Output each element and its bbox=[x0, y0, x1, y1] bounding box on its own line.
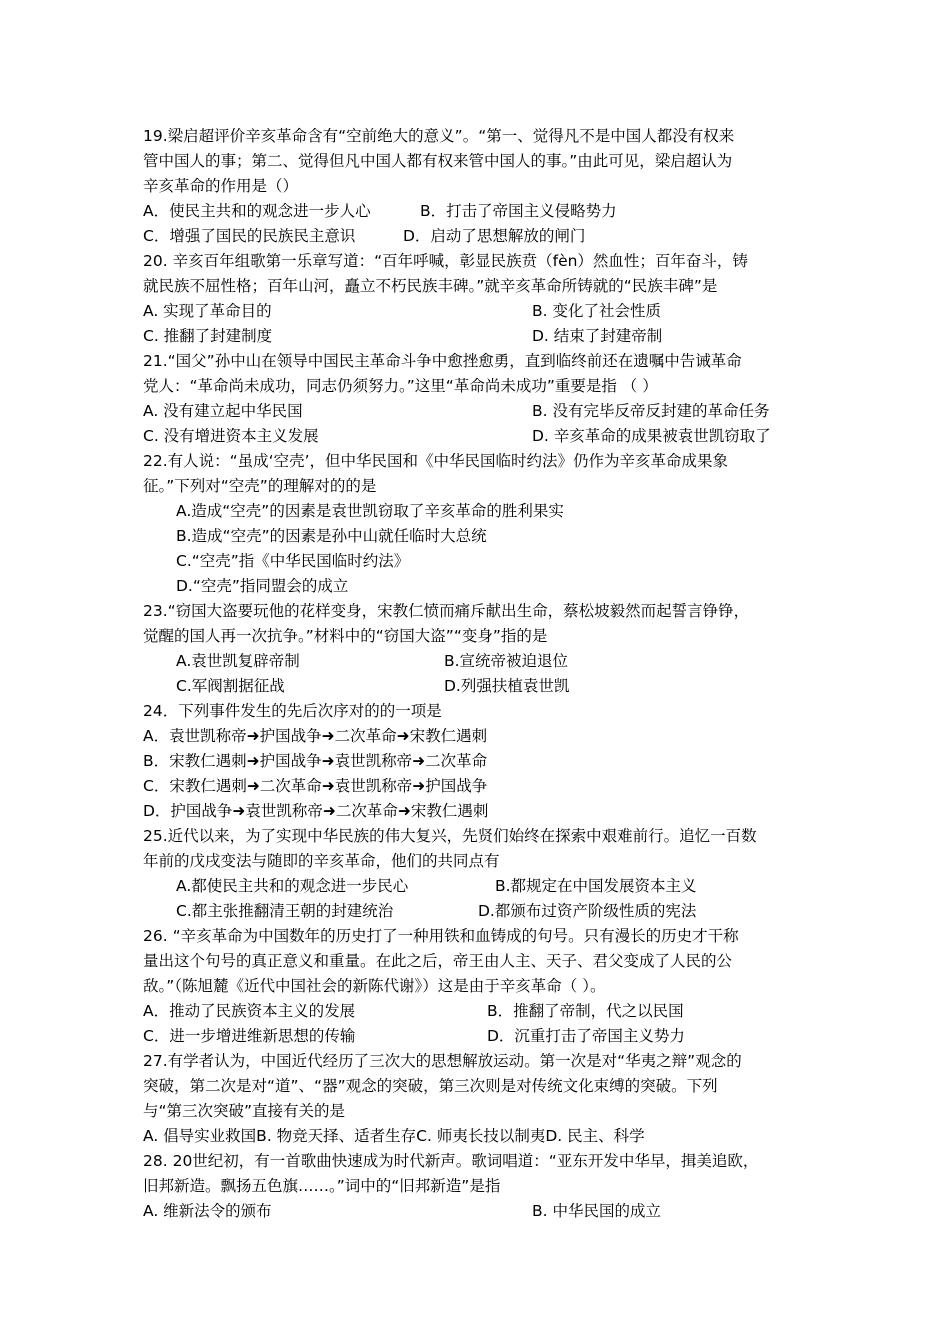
q24-option-d: D．护国战争➜袁世凯称帝➜二次革命➜宋教仁遇刺 bbox=[143, 802, 489, 820]
q19-option-b: B．打击了帝国主义侵略势力 bbox=[420, 202, 617, 220]
q25-stem-line-2: 年前的戊戌变法与随即的辛亥革命，他们的共同点有 bbox=[143, 852, 500, 870]
q24-option-a: A．袁世凯称帝➜护国战争➜二次革命➜宋教仁遇刺 bbox=[143, 727, 488, 745]
q19-option-c: C．增强了国民的民族民主意识 bbox=[143, 227, 356, 245]
q27-stem-line-2: 突破，第二次是对“道”、“器”观念的突破，第三次则是对传统文化束缚的突破。下列 bbox=[143, 1077, 718, 1095]
q24-option-b: B．宋教仁遇刺➜护国战争➜袁世凯称帝➜二次革命 bbox=[143, 752, 488, 770]
q19-stem-line-1: 19.梁启超评价辛亥革命含有“空前绝大的意义”。“第一、觉得凡不是中国人都没有权来 bbox=[143, 127, 735, 145]
q20-option-a: A. 实现了革命目的 bbox=[143, 302, 272, 320]
q20-option-c: C. 推翻了封建制度 bbox=[143, 327, 273, 345]
q20-option-b: B. 变化了社会性质 bbox=[532, 302, 661, 320]
q28-stem-line-2: 旧邦新造。飘扬五色旗……。”词中的“旧邦新造”是指 bbox=[143, 1177, 501, 1195]
q22-option-d: D.“空壳”指同盟会的成立 bbox=[176, 577, 349, 595]
q24-option-c: C．宋教仁遇刺➜二次革命➜袁世凯称帝➜护国战争 bbox=[143, 777, 488, 795]
q19-stem-line-2: 管中国人的事；第二、觉得但凡中国人都有权来管中国人的事。”由此可见，梁启超认为 bbox=[143, 152, 733, 170]
q21-option-c: C. 没有增进资本主义发展 bbox=[143, 427, 319, 445]
q28-stem-line-1: 28. 20世纪初，有一首歌曲快速成为时代新声。歌词唱道：“亚东开发中华早，揖美追欧， bbox=[143, 1152, 759, 1170]
q23-option-d: D.列强扶植袁世凯 bbox=[444, 677, 570, 695]
q22-stem-line-2: 征。”下列对“空壳”的理解对的的是 bbox=[143, 477, 377, 495]
q25-option-d: D.都颁布过资产阶级性质的宪法 bbox=[478, 902, 697, 920]
q22-option-b: B.造成“空壳”的因素是孙中山就任临时大总统 bbox=[176, 527, 487, 545]
q26-option-a: A．推动了民族资本主义的发展 bbox=[143, 1002, 356, 1020]
q21-option-a: A. 没有建立起中华民国 bbox=[143, 402, 303, 420]
q23-stem-line-1: 23.“窃国大盗要玩他的花样变身，宋教仁愤而痛斥献出生命，蔡松坡毅然而起誓言铮铮， bbox=[143, 602, 750, 620]
q19-option-a: A．使民主共和的观念进一步人心 bbox=[143, 202, 371, 220]
q21-option-d: D. 辛亥革命的成果被袁世凯窃取了 bbox=[532, 427, 771, 445]
q20-stem-line-1: 20. 辛亥百年组歌第一乐章写道：“百年呼喊，彰显民族贲（fèn）然血性；百年奋斗，铸 bbox=[143, 252, 748, 270]
q25-option-c: C.都主张推翻清王朝的封建统治 bbox=[176, 902, 394, 920]
q21-option-b: B. 没有完毕反帝反封建的革命任务 bbox=[532, 402, 770, 420]
q27-stem-line-3: 与“第三次突破”直接有关的是 bbox=[143, 1102, 346, 1120]
q23-option-c: C.军阀割据征战 bbox=[176, 677, 285, 695]
q23-option-b: B.宣统帝被迫退位 bbox=[444, 652, 569, 670]
q25-stem-line-1: 25.近代以来，为了实现中华民族的伟大复兴，先贤们始终在探索中艰难前行。追忆一百数 bbox=[143, 827, 757, 845]
q27-stem-line-1: 27.有学者认为，中国近代经历了三次大的思想解放运动。第一次是对“华夷之辩”观念的 bbox=[143, 1052, 742, 1070]
q25-option-a: A.都使民主共和的观念进一步民心 bbox=[176, 877, 409, 895]
q20-option-d: D. 结束了封建帝制 bbox=[532, 327, 663, 345]
q26-option-b: B．推翻了帝制，代之以民国 bbox=[487, 1002, 684, 1020]
q28-option-b: B. 中华民国的成立 bbox=[532, 1202, 661, 1220]
q25-option-b: B.都规定在中国发展资本主义 bbox=[495, 877, 697, 895]
q26-stem-line-2: 量出这个句号的真正意义和重量。在此之后，帝王由人主、天子、君父变成了人民的公 bbox=[143, 952, 733, 970]
q20-stem-line-2: 就民族不屈性格；百年山河，矗立不朽民族丰碑。”就辛亥革命所铸就的“民族丰碑”是 bbox=[143, 277, 718, 295]
q27-options: A. 倡导实业救国B. 物竞天择、适者生存C. 师夷长技以制夷D. 民主、科学 bbox=[143, 1127, 645, 1145]
q21-stem-line-2: 党人：“革命尚未成功，同志仍须努力。”这里“革命尚未成功”重要是指 （ ） bbox=[143, 377, 658, 395]
q26-stem-line-3: 敌。”（陈旭麓《近代中国社会的新陈代谢》）这是由于辛亥革命（ ）。 bbox=[143, 977, 606, 995]
q21-stem-line-1: 21.“国父”孙中山在领导中国民主革命斗争中愈挫愈勇，直到临终前还在遗嘱中告诫革命 bbox=[143, 352, 742, 370]
q22-option-a: A.造成“空壳”的因素是袁世凯窃取了辛亥革命的胜利果实 bbox=[176, 502, 564, 520]
q26-stem-line-1: 26. “辛亥革命为中国数年的历史打了一种用铁和血铸成的句号。只有漫长的历史才干称 bbox=[143, 927, 739, 945]
q26-option-d: D．沉重打击了帝国主义势力 bbox=[487, 1027, 685, 1045]
q28-option-a: A. 维新法令的颁布 bbox=[143, 1202, 272, 1220]
q22-option-c: C.“空壳”指《中华民国临时约法》 bbox=[176, 552, 410, 570]
q26-option-c: C．进一步增进维新思想的传输 bbox=[143, 1027, 356, 1045]
q19-option-d: D．启动了思想解放的闸门 bbox=[403, 227, 586, 245]
q23-option-a: A.袁世凯复辟帝制 bbox=[176, 652, 300, 670]
q19-stem-line-3: 辛亥革命的作用是（） bbox=[143, 177, 299, 195]
q22-stem-line-1: 22.有人说：“虽成‘空壳’，但中华民国和《中华民国临时约法》仍作为辛亥革命成果象 bbox=[143, 452, 729, 470]
q24-stem-line-1: 24．下列事件发生的先后次序对的的一项是 bbox=[143, 702, 442, 720]
q23-stem-line-2: 觉醒的国人再一次抗争。”材料中的“窃国大盗”“变身”指的是 bbox=[143, 627, 548, 645]
